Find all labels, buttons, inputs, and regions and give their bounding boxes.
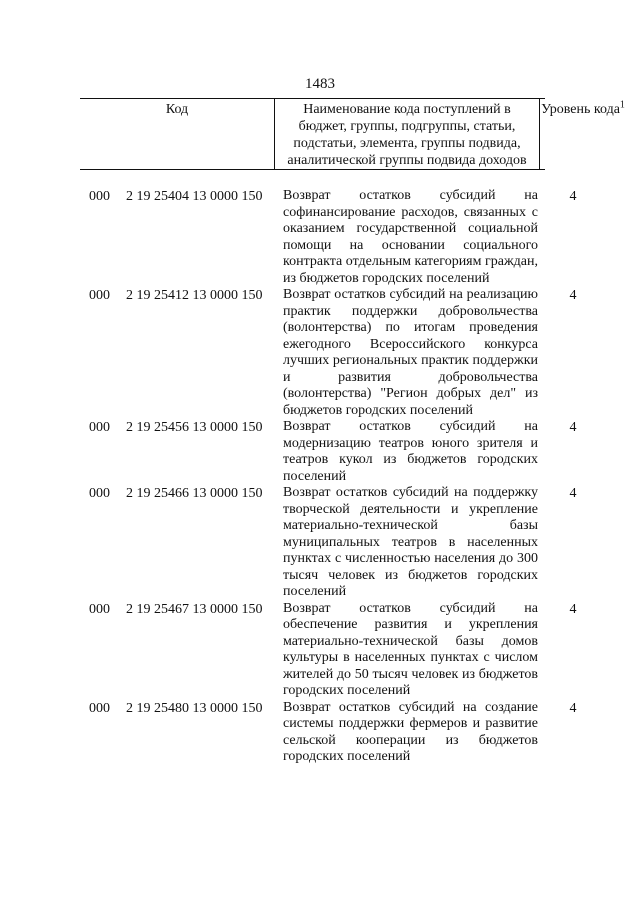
header-level-footnote: 1	[619, 99, 625, 111]
row-name: Возврат остатков субсидий на реализацию практик поддержки добровольчества (волонтерства) по итогам проведения ежегодного Всероссийского конкурса лучших региональных практик поддержки и развития добровольчества (волонтерства) "Регион добрых дел" из бюджетов городских поселений	[283, 287, 538, 418]
row-level: 4	[569, 420, 577, 435]
row-admin-code: 000	[89, 601, 110, 617]
table-row	[0, 419, 640, 485]
row-level: 4	[569, 486, 577, 501]
table-body	[0, 188, 640, 766]
table-row	[0, 700, 640, 766]
row-level: 4	[569, 700, 577, 716]
row-admin-code: 000	[89, 700, 110, 716]
row-level: 4	[569, 601, 577, 617]
header-code: Код	[80, 99, 275, 169]
header-level-label: Уровень кода	[541, 102, 620, 117]
row-revenue-code: 2 19 25404 13 0000 150	[126, 189, 263, 204]
row-revenue-code: 2 19 25412 13 0000 150	[126, 288, 263, 303]
header-name: Наименование кода поступлений в бюджет, группы, подгруппы, статьи, подстатьи, элемента, группы подвида, аналитической группы подвида доходов	[275, 99, 540, 169]
row-level: 4	[569, 288, 577, 303]
row-level: 4	[569, 189, 577, 204]
table-row	[0, 188, 640, 287]
row-admin-code: 000	[89, 288, 110, 303]
table-row	[0, 287, 640, 419]
row-revenue-code: 2 19 25467 13 0000 150	[126, 601, 263, 617]
row-name: Возврат остатков субсидий на модернизацию театров юного зрителя и театров кукол из бюджетов городских поселений	[283, 419, 538, 484]
row-name: Возврат остатков субсидий на обеспечение развития и укрепления материально-технической базы домов культуры в населенных пунктах с числом жителей до 50 тысяч человек из бюджетов городских поселений	[283, 600, 538, 698]
table-header	[80, 98, 625, 170]
page-number: 1483	[305, 76, 335, 92]
header-level	[540, 99, 626, 169]
row-admin-code: 000	[89, 420, 110, 435]
row-admin-code: 000	[89, 486, 110, 501]
row-name: Возврат остатков субсидий на создание системы поддержки фермеров и развитие сельской кооперации из бюджетов городских поселений	[283, 699, 538, 764]
table-row	[0, 601, 640, 700]
row-revenue-code: 2 19 25456 13 0000 150	[126, 420, 263, 435]
row-name: Возврат остатков субсидий на софинансирование расходов, связанных с оказанием государственной социальной помощи на основании социального контракта отдельным категориям граждан, из бюджетов городских поселений	[283, 188, 538, 286]
table-row	[0, 485, 640, 601]
row-name: Возврат остатков субсидий на поддержку творческой деятельности и укрепление материально-технической базы муниципальных театров в населенных пунктах с численностью населения до 300 тысяч человек из бюджетов городских поселений	[283, 485, 538, 599]
row-admin-code: 000	[89, 189, 110, 204]
row-revenue-code: 2 19 25466 13 0000 150	[126, 486, 263, 501]
row-revenue-code: 2 19 25480 13 0000 150	[126, 700, 263, 716]
